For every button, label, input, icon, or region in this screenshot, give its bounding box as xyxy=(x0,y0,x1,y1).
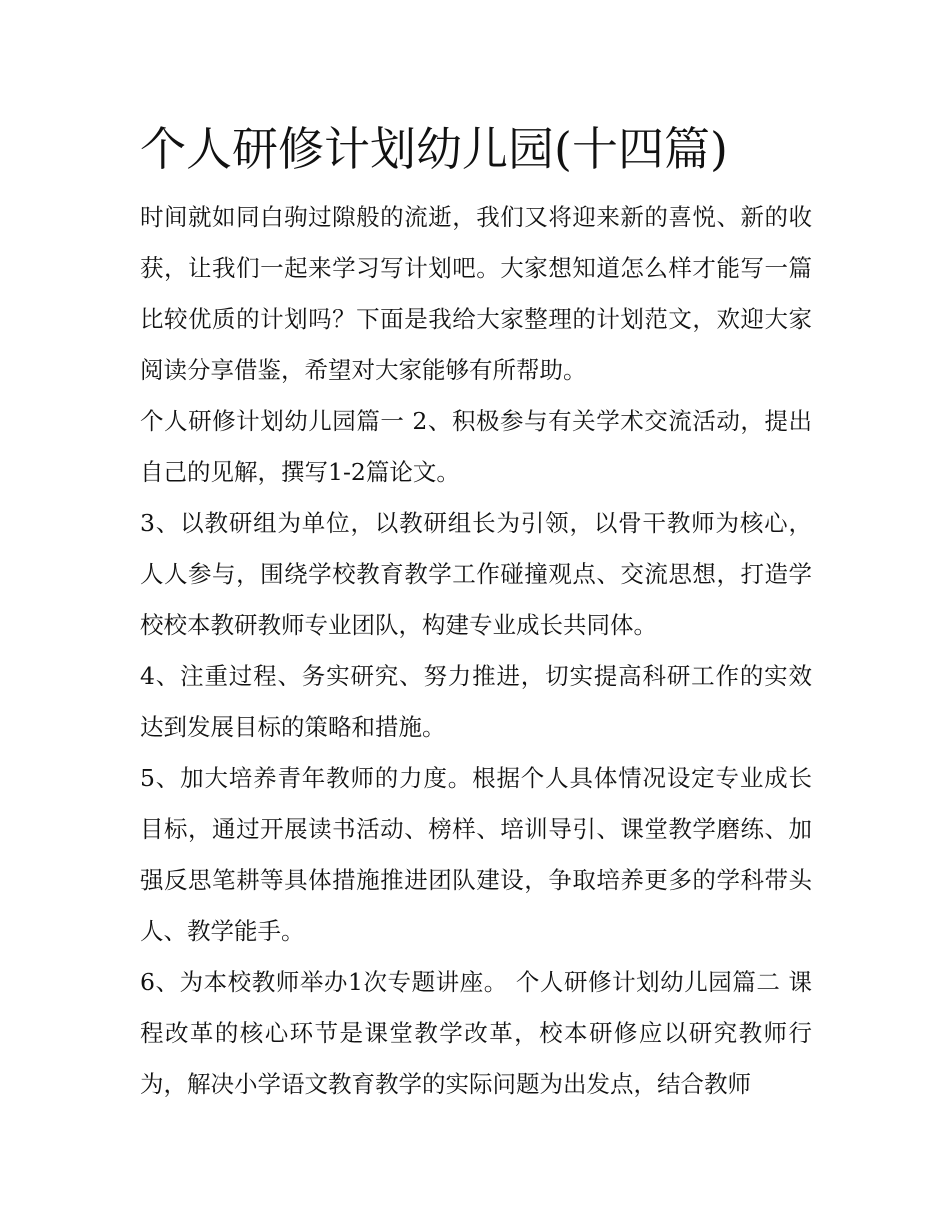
paragraph-item-3: 3、以教研组为单位，以教研组长为引领，以骨干教师为核心，人人参与，围绕学校教育教学工作碰撞观点、交流思想，打造学校校本教研教师专业团队，构建专业成长共同体。 xyxy=(140,509,812,639)
paragraph-item-6: 6、为本校教师举办1次专题讲座。 个人研修计划幼儿园篇二 课程改革的核心环节是课堂教学改革，校本研修应以研究教师行为，解决小学语文教育教学的实际问题为出发点，结合教师 xyxy=(140,968,812,1098)
paragraph-item-4: 4、注重过程、务实研究、努力推进，切实提高科研工作的实效达到发展目标的策略和措施。 xyxy=(140,662,812,741)
document-page xyxy=(140,112,812,1110)
paragraph-item-5: 5、加大培养青年教师的力度。根据个人具体情况设定专业成长目标，通过开展读书活动、榜样、培训导引、课堂教学磨练、加强反思笔耕等具体措施推进团队建设，争取培养更多的学科带头人、教学能手。 xyxy=(140,764,812,945)
paragraph-item-2: 个人研修计划幼儿园篇一 2、积极参与有关学术交流活动，提出自己的见解，撰写1-2篇论文。 xyxy=(140,407,812,486)
document-title: 个人研修计划幼儿园(十四篇) xyxy=(140,122,728,176)
intro-paragraph: 时间就如同白驹过隙般的流逝，我们又将迎来新的喜悦、新的收获，让我们一起来学习写计划吧。大家想知道怎么样才能写一篇比较优质的计划吗？下面是我给大家整理的计划范文，欢迎大家阅读分享借鉴，希望对大家能够有所帮助。 xyxy=(140,203,812,384)
